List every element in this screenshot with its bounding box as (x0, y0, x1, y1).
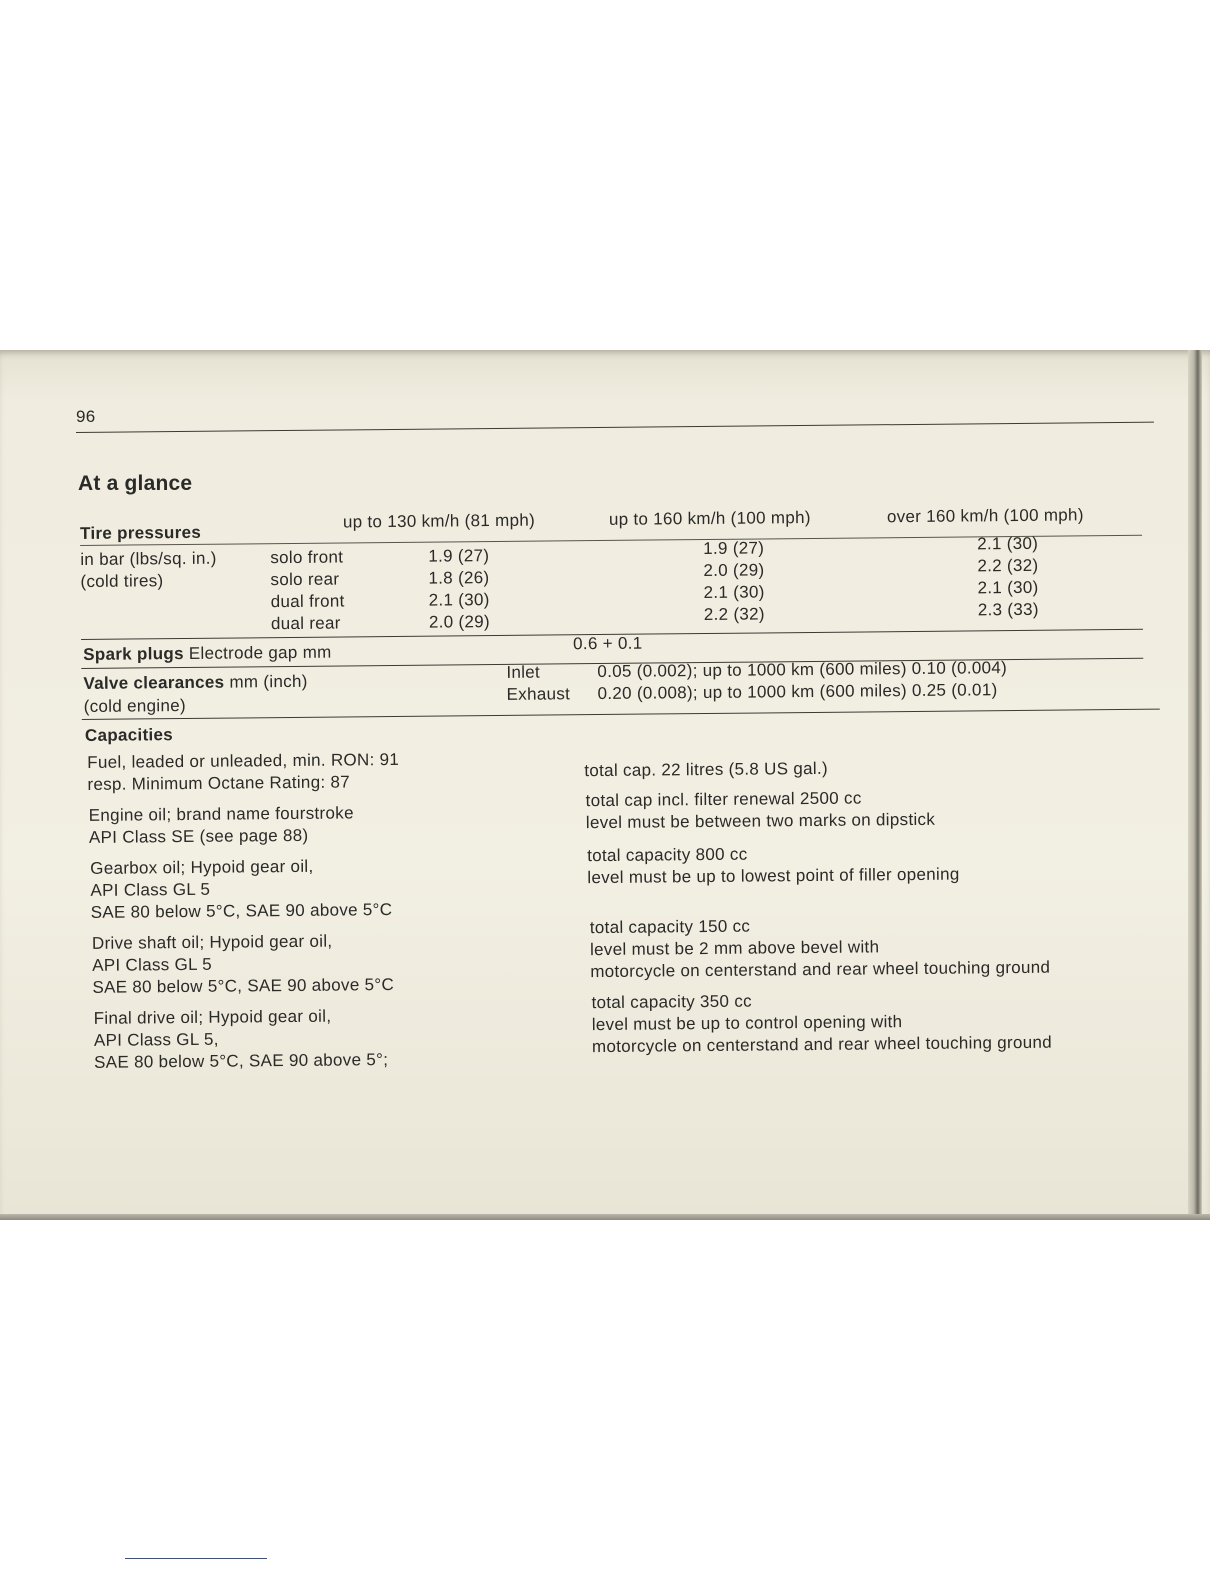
valve-clearances-row (83, 672, 307, 694)
value-solo-rear-160: 2.0 (29) (703, 560, 765, 581)
spark-plugs-gap: 0.6 + 0.1 (573, 633, 643, 654)
final-drive-oil-capacity: total capacity 350 cc (591, 991, 752, 1013)
row-label-dual-rear: dual rear (270, 613, 341, 634)
final-drive-oil-level-1: level must be up to control opening with (591, 1012, 903, 1035)
value-solo-rear-130: 1.8 (26) (428, 568, 490, 588)
drive-shaft-oil-line-2: API Class GL 5 (92, 954, 213, 975)
value-dual-front-160: 2.1 (30) (703, 582, 765, 603)
row-label-solo-front: solo front (270, 547, 344, 568)
inlet-value: 0.05 (0.002); up to 1000 km (600 miles) 0.10 (0.004) (597, 658, 1008, 682)
value-solo-front-130: 1.9 (27) (428, 546, 490, 566)
gearbox-oil-line-2: API Class GL 5 (90, 879, 211, 900)
drive-shaft-oil-level-2: motorcycle on centerstand and rear wheel touching ground (590, 957, 1051, 982)
value-dual-front-130: 2.1 (30) (428, 590, 490, 610)
spark-plugs-title: Spark plugs (83, 644, 184, 664)
engine-oil-line-2: API Class SE (see page 88) (88, 825, 309, 847)
final-drive-oil-line-3: SAE 80 below 5°C, SAE 90 above 5°; (94, 1050, 389, 1072)
engine-oil-level: level must be between two marks on dipstick (585, 809, 936, 833)
value-solo-front-160: 1.9 (27) (703, 538, 765, 559)
value-dual-front-over160: 2.1 (30) (977, 577, 1039, 598)
value-dual-rear-160: 2.2 (32) (703, 604, 765, 625)
drive-shaft-oil-capacity: total capacity 150 cc (589, 916, 751, 938)
col-header-130: up to 130 km/h (81 mph) (342, 510, 536, 532)
drive-shaft-oil-line-3: SAE 80 below 5°C, SAE 90 above 5°C (92, 975, 395, 997)
inlet-label: Inlet (506, 662, 541, 682)
final-drive-oil-line-2: API Class GL 5, (93, 1029, 219, 1050)
tire-pressures-title: Tire pressures (79, 522, 202, 543)
col-header-over160: over 160 km/h (100 mph) (886, 505, 1084, 527)
value-solo-front-over160: 2.1 (30) (977, 533, 1039, 554)
engine-oil-line-1: Engine oil; brand name fourstroke (88, 803, 354, 825)
drive-shaft-oil-line-1: Drive shaft oil; Hypoid gear oil, (91, 931, 333, 953)
valve-clearances-unit: mm (inch) (229, 671, 308, 692)
spark-plugs-row (83, 643, 332, 665)
exhaust-value: 0.20 (0.008); up to 1000 km (600 miles) 0.25 (0.01) (597, 680, 998, 704)
page-number: 96 (76, 407, 96, 426)
valve-clearances-rule (82, 709, 1160, 720)
final-drive-oil-level-2: motorcycle on centerstand and rear wheel touching ground (591, 1032, 1053, 1057)
page-heading: At a glance (78, 472, 193, 495)
tire-condition: (cold tires) (80, 571, 164, 591)
engine-oil-capacity: total cap incl. filter renewal 2500 cc (585, 788, 862, 811)
spark-plugs-label: Electrode gap mm (188, 642, 332, 663)
fuel-spec-line-2: resp. Minimum Octane Rating: 87 (87, 772, 351, 794)
row-label-dual-front: dual front (270, 591, 345, 612)
value-dual-rear-130: 2.0 (29) (428, 612, 490, 632)
gearbox-oil-line-3: SAE 80 below 5°C, SAE 90 above 5°C (90, 900, 393, 922)
final-drive-oil-line-1: Final drive oil; Hypoid gear oil, (93, 1006, 332, 1028)
drive-shaft-oil-level-1: level must be 2 mm above bevel with (589, 937, 880, 960)
value-solo-rear-over160: 2.2 (32) (977, 555, 1039, 576)
row-label-solo-rear: solo rear (270, 569, 340, 590)
fuel-capacity: total cap. 22 litres (5.8 US gal.) (584, 758, 829, 781)
col-header-160: up to 160 km/h (100 mph) (608, 507, 811, 529)
gearbox-oil-line-1: Gearbox oil; Hypoid gear oil, (90, 856, 314, 878)
capacities-title: Capacities (84, 725, 174, 745)
exhaust-label: Exhaust (506, 684, 571, 704)
valve-clearances-title: Valve clearances (83, 672, 225, 693)
valve-clearances-note: (cold engine) (83, 695, 186, 716)
fuel-spec-line-1: Fuel, leaded or unleaded, min. RON: 91 (87, 749, 400, 772)
tire-unit: in bar (lbs/sq. in.) (80, 548, 217, 569)
gearbox-oil-level: level must be up to lowest point of filler opening (587, 864, 960, 888)
gearbox-oil-capacity: total capacity 800 cc (587, 844, 748, 866)
footer-link-underline[interactable] (125, 1558, 267, 1559)
value-dual-rear-over160: 2.3 (33) (977, 599, 1039, 620)
